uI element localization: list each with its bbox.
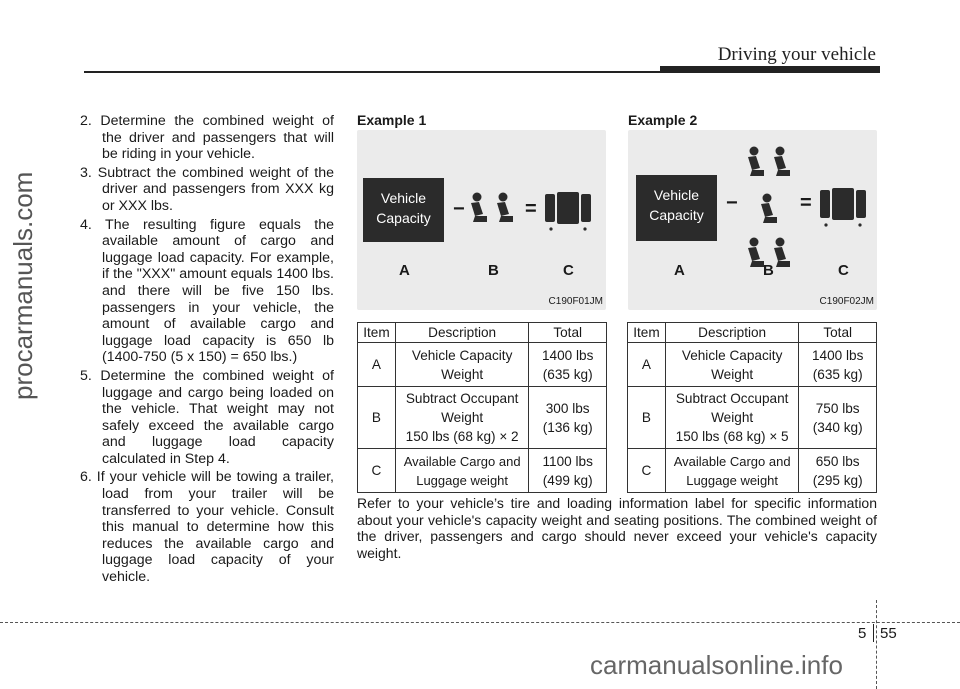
table-row	[358, 343, 607, 387]
vehicle-capacity-line1: Vehicle	[380, 190, 427, 206]
label-a: A	[399, 262, 410, 279]
header-total: Total	[799, 323, 877, 343]
header-description: Description	[395, 323, 528, 343]
seated-person-icon	[465, 192, 521, 226]
example-2-table	[627, 322, 877, 493]
steps-list	[80, 113, 334, 588]
equals-sign: =	[800, 192, 812, 214]
cargo-seat-icon	[818, 188, 868, 228]
table-row	[358, 387, 607, 449]
label-c: C	[838, 262, 849, 279]
row-description: Subtract Occupant Weight 150 lbs (68 kg) × 2	[395, 387, 528, 449]
label-a: A	[674, 262, 685, 279]
page-header-title: Driving your vehicle	[717, 44, 876, 65]
equals-sign: =	[525, 198, 537, 220]
header-rule-accent	[660, 66, 880, 73]
row-total: 650 lbs (295 kg)	[799, 449, 877, 493]
step-6: 6. If your vehicle will be towing a trailer, load from your trailer will be transferred to your vehicle. Consult this manual to determine how this reduces the available cargo and luggage load capacity of your vehicle.	[80, 469, 334, 586]
row-total: 1400 lbs (635 kg)	[799, 343, 877, 387]
row-item: C	[628, 449, 666, 493]
step-4: 4. The resulting figure equals the available amount of cargo and luggage load capacity. For example, if the "XXX" amount equals 1400 lbs. and there will be five 150 lbs. passengers in your vehicle, the amount of available cargo and luggage load capacity is 650 lb (1400-750 (5 x 150) = 650 lbs.)	[80, 216, 334, 366]
header-item: Item	[358, 323, 396, 343]
row-description: Subtract Occupant Weight 150 lbs (68 kg) × 5	[665, 387, 798, 449]
page-number-divider	[873, 624, 874, 642]
figure-code: C190F01JM	[548, 296, 603, 307]
row-item: A	[628, 343, 666, 387]
watermark-left: procarmanuals.com	[8, 171, 38, 400]
vehicle-capacity-line2: Capacity	[376, 210, 431, 226]
table-row	[358, 449, 607, 493]
example-2-illustration	[628, 130, 877, 310]
row-item: A	[358, 343, 396, 387]
row-total: 1400 lbs (635 kg)	[529, 343, 607, 387]
vehicle-capacity-line2: Capacity	[649, 207, 704, 223]
step-5: 5. Determine the combined weight of luggage and cargo being loaded on the vehicle. That weight may not safely exceed the available cargo and luggage load capacity calculated in Step 4.	[80, 367, 334, 467]
label-b: B	[488, 262, 499, 279]
row-total: 750 lbs (340 kg)	[799, 387, 877, 449]
minus-sign: −	[726, 192, 738, 214]
chapter-number: 5	[858, 625, 867, 642]
step-3: 3. Subtract the combined weight of the driver and passengers from XXX kg or XXX lbs.	[80, 164, 334, 214]
table-header-row	[358, 323, 607, 343]
example-1-illustration	[357, 130, 606, 310]
table-header-row	[628, 323, 877, 343]
page-number: 55	[880, 625, 897, 642]
minus-sign: −	[453, 198, 465, 220]
row-description: Vehicle Capacity Weight	[395, 343, 528, 387]
label-c: C	[563, 262, 574, 279]
row-total: 1100 lbs (499 kg)	[529, 449, 607, 493]
footer-dashed-rule	[0, 622, 960, 623]
watermark-bottom: carmanualsonline.info	[590, 650, 843, 680]
row-description: Available Cargo and Luggage weight	[665, 449, 798, 493]
figure-code: C190F02JM	[819, 296, 874, 307]
vehicle-capacity-box	[636, 175, 717, 241]
row-description: Available Cargo and Luggage weight	[395, 449, 528, 493]
seated-person-icon	[738, 146, 798, 272]
capacity-note: Refer to your vehicle’s tire and loading information label for specific information about your vehicle's capacity weight and seating positions. The combined weight of the driver, passengers and cargo should never exceed your vehicle's capacity weight.	[357, 495, 877, 561]
step-2: 2. Determine the combined weight of the driver and passengers that will be riding in your vehicle.	[80, 113, 334, 163]
row-total: 300 lbs (136 kg)	[529, 387, 607, 449]
header-total: Total	[529, 323, 607, 343]
example-1-table	[357, 322, 607, 493]
example-1-title: Example 1	[357, 112, 427, 128]
row-item: C	[358, 449, 396, 493]
header-description: Description	[665, 323, 798, 343]
row-item: B	[628, 387, 666, 449]
vehicle-capacity-box	[363, 178, 444, 242]
example-2-title: Example 2	[628, 112, 698, 128]
label-b: B	[763, 262, 774, 279]
vehicle-capacity-line1: Vehicle	[653, 187, 700, 203]
table-row	[628, 449, 877, 493]
row-description: Vehicle Capacity Weight	[665, 343, 798, 387]
header-item: Item	[628, 323, 666, 343]
table-row	[628, 343, 877, 387]
row-item: B	[358, 387, 396, 449]
cargo-seat-icon	[543, 192, 593, 232]
footer-dashed-vertical	[876, 600, 877, 689]
table-row	[628, 387, 877, 449]
